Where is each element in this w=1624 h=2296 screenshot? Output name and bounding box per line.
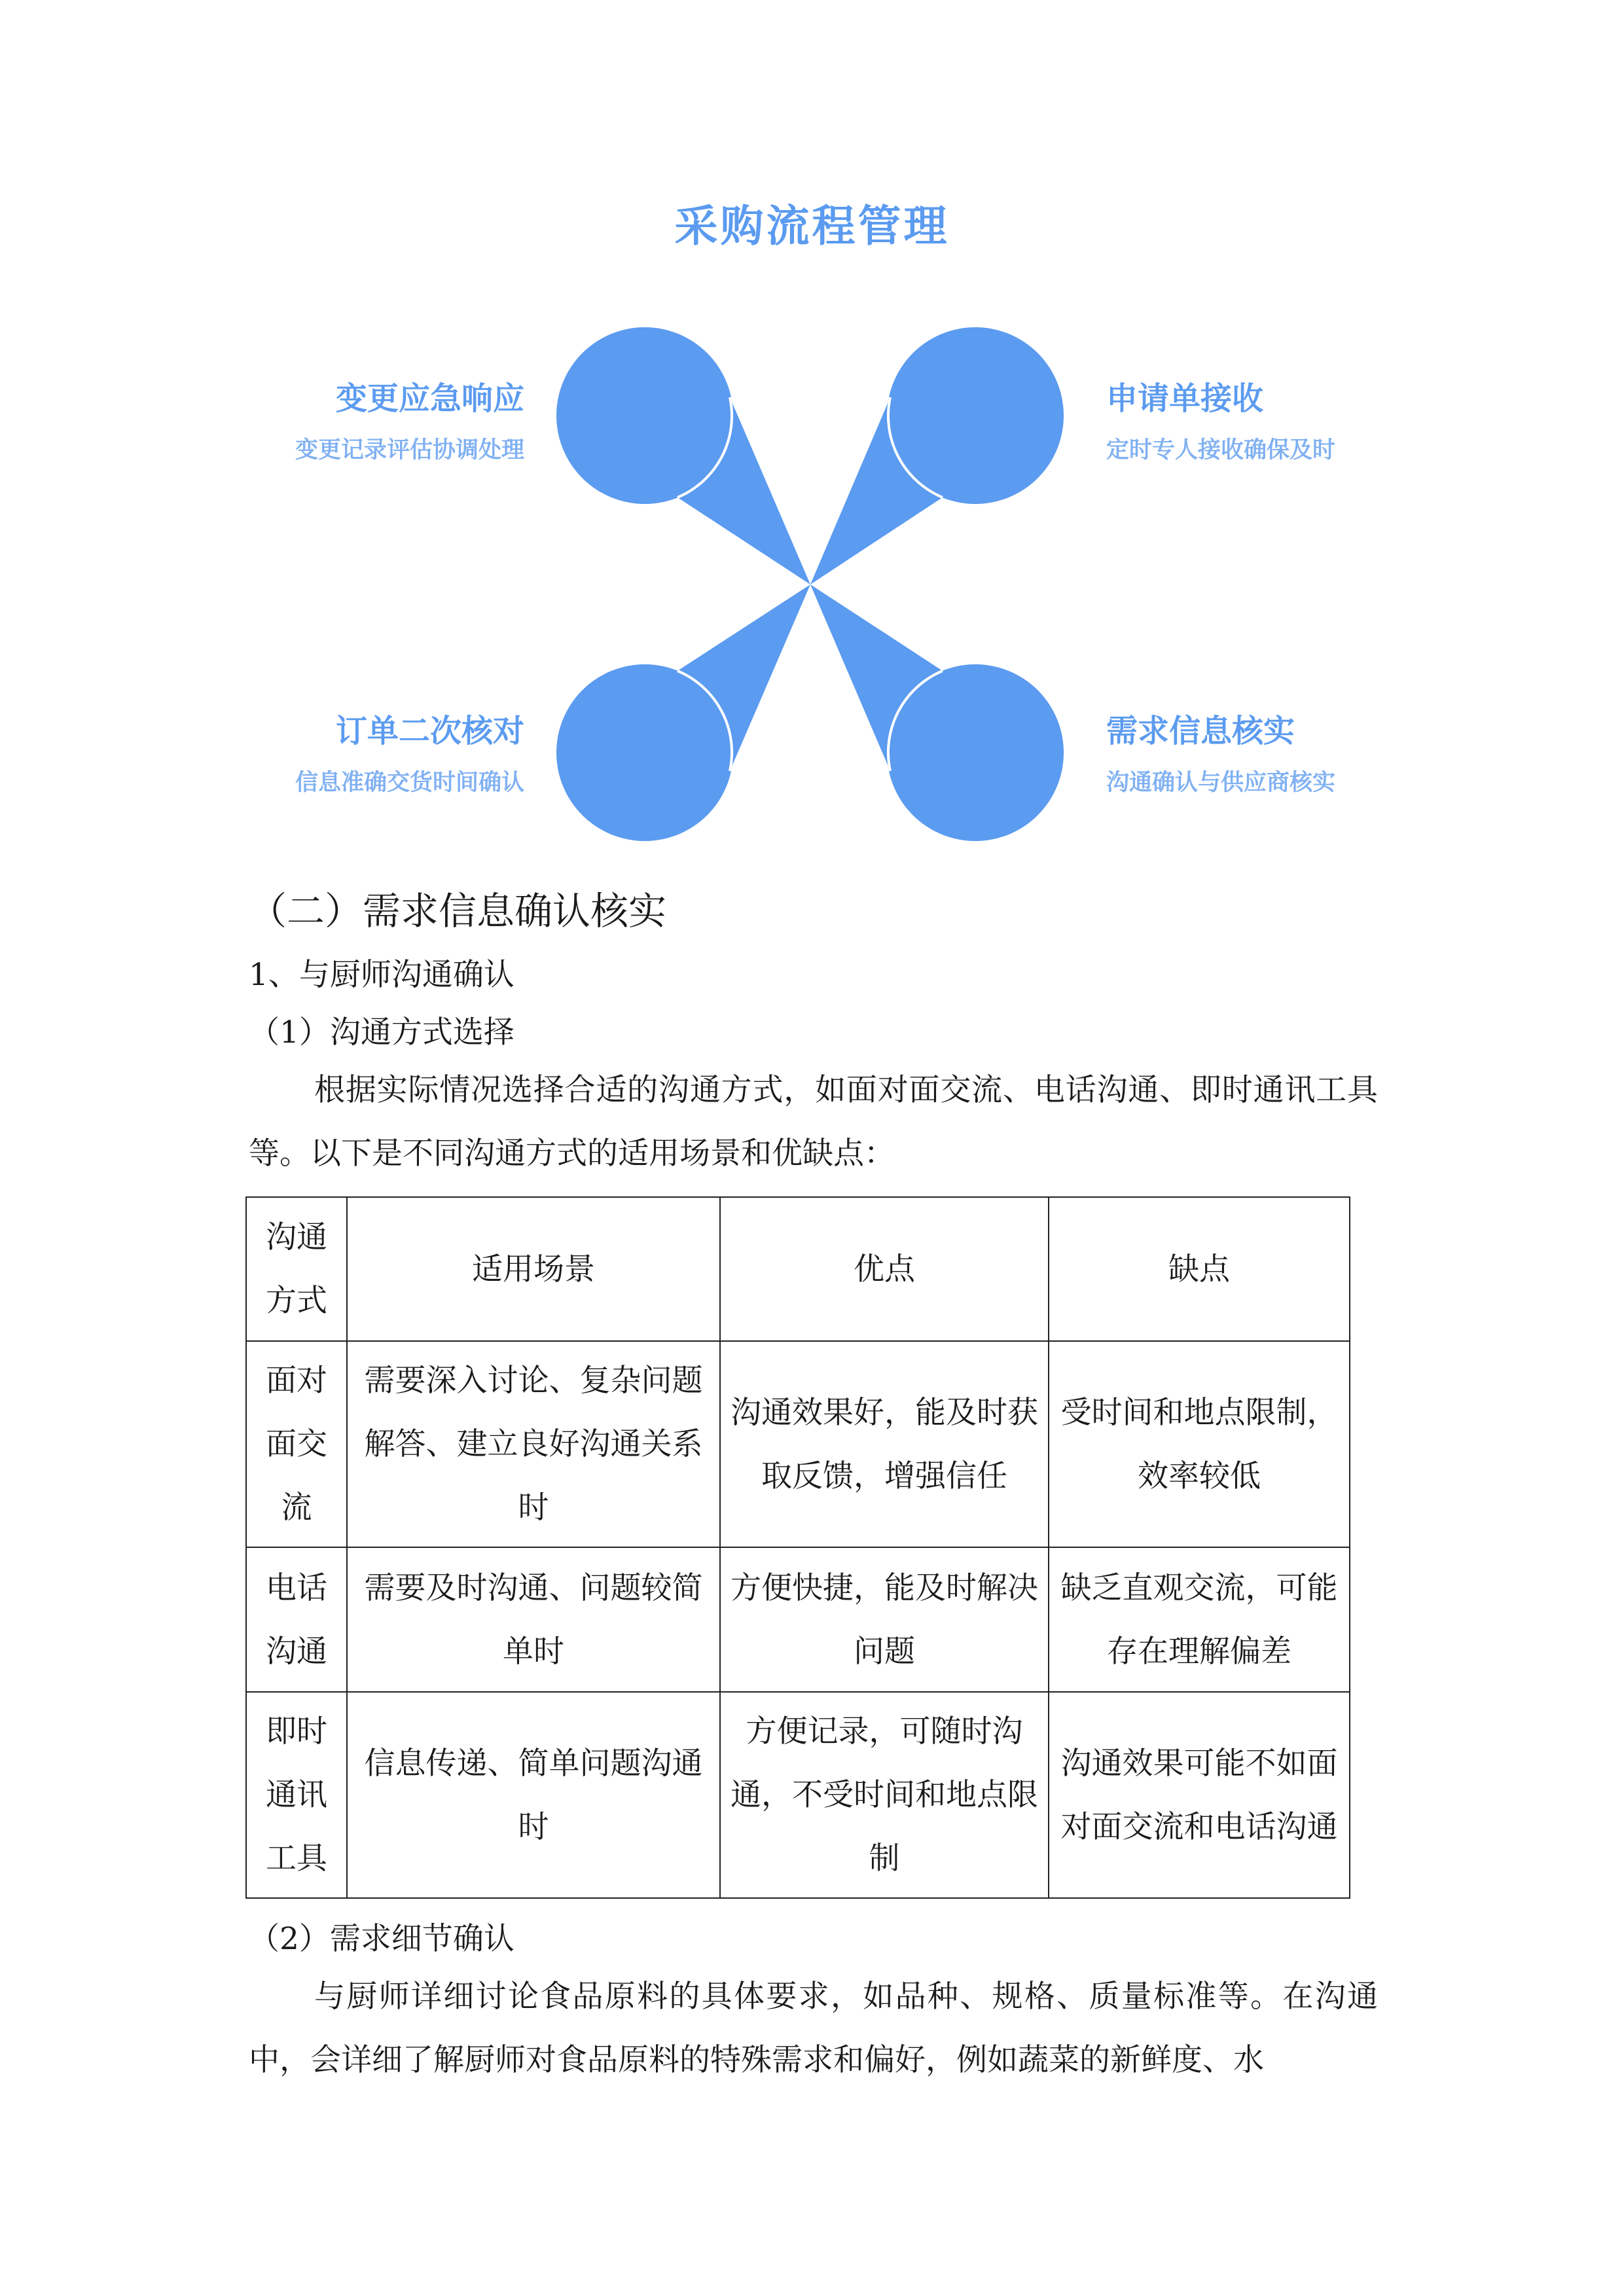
section-title: （二）需求信息确认核实 [249, 889, 667, 933]
table-row [246, 1692, 1350, 1898]
petal-top-left [556, 327, 810, 584]
diagram-title: 采购流程管理 [674, 201, 950, 251]
process-diagram [0, 0, 1624, 864]
cell-method: 面对面交流 [246, 1341, 347, 1547]
table-row [246, 1547, 1350, 1692]
quadrant-subtitle-bottom-right: 沟通确认与供应商核实 [1106, 770, 1336, 796]
cell-cons: 受时间和地点限制，效率较低 [1049, 1341, 1350, 1547]
cell-pros: 方便记录，可随时沟通，不受时间和地点限制 [720, 1692, 1049, 1898]
communication-methods-table [245, 1196, 1350, 1899]
petal-graphic [0, 0, 1624, 864]
cell-cons: 沟通效果可能不如面对面交流和电话沟通 [1049, 1692, 1350, 1898]
quadrant-subtitle-top-left: 变更记录评估协调处理 [295, 437, 524, 463]
header-pros: 优点 [720, 1197, 1049, 1341]
header-cons: 缺点 [1049, 1197, 1350, 1341]
header-scenario: 适用场景 [347, 1197, 720, 1341]
quadrant-title-bottom-left: 订单二次核对 [335, 713, 524, 749]
quadrant-title-bottom-right: 需求信息核实 [1106, 713, 1295, 749]
quadrant-title-top-left: 变更应急响应 [335, 380, 524, 417]
table-header-row [246, 1197, 1350, 1341]
cell-scenario: 信息传递、简单问题沟通时 [347, 1692, 720, 1898]
subheading-detail-confirmation: （2）需求细节确认 [249, 1921, 514, 1957]
quadrant-title-top-right: 申请单接收 [1106, 380, 1264, 417]
cell-pros: 方便快捷，能及时解决问题 [720, 1547, 1049, 1692]
cell-scenario: 需要及时沟通、问题较简单时 [347, 1547, 720, 1692]
quadrant-subtitle-top-right: 定时专人接收确保及时 [1106, 437, 1336, 463]
item-heading: 1、与厨师沟通确认 [249, 957, 514, 993]
petal-bottom-right [810, 584, 1064, 841]
subheading-communication-method: （1）沟通方式选择 [249, 1014, 514, 1050]
cell-cons: 缺乏直观交流，可能存在理解偏差 [1049, 1547, 1350, 1692]
table-row [246, 1341, 1350, 1547]
cell-method: 电话沟通 [246, 1547, 347, 1692]
cell-pros: 沟通效果好，能及时获取反馈，增强信任 [720, 1341, 1049, 1547]
cell-scenario: 需要深入讨论、复杂问题解答、建立良好沟通关系时 [347, 1341, 720, 1547]
petal-bottom-left [556, 584, 810, 841]
quadrant-subtitle-bottom-left: 信息准确交货时间确认 [295, 770, 524, 796]
header-method: 沟通方式 [246, 1197, 347, 1341]
paragraph-intro: 根据实际情况选择合适的沟通方式，如面对面交流、电话沟通、即时通讯工具等。以下是不同沟通方式的适用场景和优缺点： [249, 1072, 1378, 1172]
paragraph-detail: 与厨师详细讨论食品原料的具体要求，如品种、规格、质量标准等。在沟通中，会详细了解厨师对食品原料的特殊需求和偏好，例如蔬菜的新鲜度、水 [249, 1979, 1378, 2078]
petal-top-right [810, 327, 1064, 584]
cell-method: 即时通讯工具 [246, 1692, 347, 1898]
